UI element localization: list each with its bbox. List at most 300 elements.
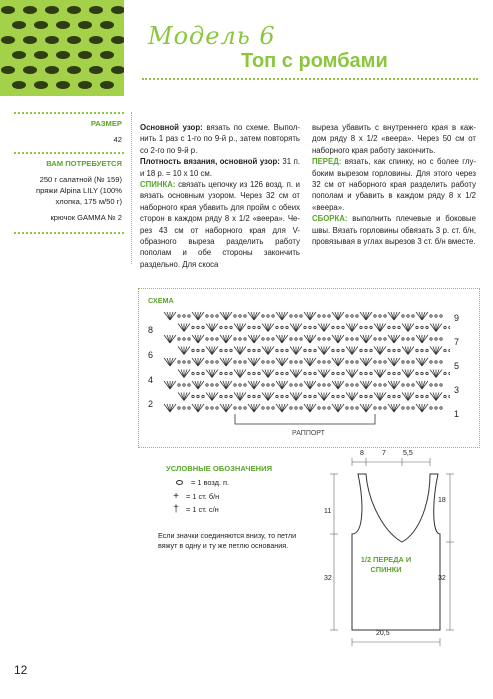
chain-mark bbox=[332, 326, 334, 328]
chain-mark bbox=[370, 326, 372, 328]
chain-mark bbox=[318, 361, 320, 363]
chain-mark bbox=[412, 338, 414, 340]
chain-mark bbox=[314, 372, 316, 374]
chain-mark bbox=[374, 315, 376, 317]
chain-mark bbox=[346, 361, 348, 363]
stitch-mark bbox=[380, 347, 386, 355]
stitch-mark bbox=[234, 370, 240, 378]
chain-mark bbox=[402, 407, 404, 409]
stitch-mark bbox=[290, 370, 296, 378]
chain-mark bbox=[220, 326, 222, 328]
stitch-mark bbox=[346, 393, 352, 401]
stitch-mark bbox=[282, 335, 288, 343]
chain-mark bbox=[323, 407, 325, 409]
chain-mark bbox=[272, 338, 274, 340]
stitch-mark bbox=[276, 404, 282, 412]
assembly-heading: СБОРКА: bbox=[312, 214, 348, 224]
chain-mark bbox=[188, 338, 190, 340]
chain-mark bbox=[262, 407, 264, 409]
front-heading: ПЕРЕД: bbox=[312, 157, 342, 167]
stitch-mark bbox=[254, 312, 260, 320]
chain-mark bbox=[332, 349, 334, 351]
chain-mark bbox=[407, 315, 409, 317]
chain-mark bbox=[262, 384, 264, 386]
chain-mark bbox=[388, 395, 390, 397]
stitch-mark bbox=[240, 370, 246, 378]
chain-mark bbox=[220, 372, 222, 374]
chain-mark bbox=[290, 361, 292, 363]
stitch-mark bbox=[234, 347, 240, 355]
chain-mark bbox=[356, 361, 358, 363]
stitch-mark bbox=[226, 358, 232, 366]
chain-mark bbox=[216, 384, 218, 386]
stitch-mark bbox=[374, 370, 380, 378]
chain-mark bbox=[206, 338, 208, 340]
stitch-mark bbox=[192, 381, 198, 389]
chain-mark bbox=[444, 395, 446, 397]
stitch-mark bbox=[408, 324, 414, 332]
stitch-mark bbox=[310, 404, 316, 412]
stitch-mark bbox=[234, 393, 240, 401]
chain-mark bbox=[286, 326, 288, 328]
chain-mark bbox=[412, 315, 414, 317]
stitch-mark bbox=[324, 324, 330, 332]
stitch-mark bbox=[170, 381, 176, 389]
chain-mark bbox=[332, 372, 334, 374]
stitch-mark bbox=[262, 324, 268, 332]
chain-mark bbox=[188, 361, 190, 363]
stitch-mark bbox=[416, 404, 422, 412]
chain-mark bbox=[290, 338, 292, 340]
chain-mark bbox=[444, 349, 446, 351]
stitch-mark bbox=[380, 370, 386, 378]
stitch-mark bbox=[318, 393, 324, 401]
chain-mark bbox=[337, 372, 339, 374]
stitch-mark bbox=[388, 312, 394, 320]
chain-mark bbox=[188, 315, 190, 317]
chain-mark bbox=[402, 361, 404, 363]
chain-mark bbox=[388, 372, 390, 374]
chain-mark bbox=[412, 407, 414, 409]
chain-mark bbox=[206, 361, 208, 363]
stitch-mark bbox=[332, 312, 338, 320]
legend-title: УСЛОВНЫЕ ОБОЗНАЧЕНИЯ bbox=[166, 464, 273, 473]
stitch-mark bbox=[296, 370, 302, 378]
stitch-mark bbox=[248, 312, 254, 320]
chain-mark bbox=[379, 384, 381, 386]
stitch-mark bbox=[366, 312, 372, 320]
stitch-mark bbox=[192, 335, 198, 343]
sidebar-divider-top bbox=[14, 112, 124, 114]
chain-mark bbox=[192, 349, 194, 351]
chain-mark bbox=[421, 395, 423, 397]
stitch-mark bbox=[310, 358, 316, 366]
front-text: вязать, как спинку, но с более глу-боким вырезом горловины. Для этого через 32 см от наборного края разделить работу пополам и убавить в каждом ряду 8 х 1/2 «веера». bbox=[312, 157, 476, 212]
stitch-mark bbox=[408, 347, 414, 355]
chain-mark bbox=[304, 326, 306, 328]
chain-mark bbox=[421, 349, 423, 351]
row-number-2: 2 bbox=[148, 399, 154, 409]
chain-mark bbox=[309, 326, 311, 328]
stitch-mark bbox=[206, 324, 212, 332]
stitch-mark bbox=[374, 324, 380, 332]
yarn-line-1: 250 г салатной (№ 159) bbox=[39, 175, 122, 184]
stitch-mark bbox=[184, 393, 190, 401]
page-number: 12 bbox=[14, 663, 28, 677]
model-heading bbox=[148, 22, 276, 50]
chain-mark bbox=[216, 361, 218, 363]
gauge-heading: Плотность вязания, основной узор: bbox=[140, 157, 280, 167]
stitch-mark bbox=[360, 312, 366, 320]
chain-mark bbox=[211, 315, 213, 317]
chain-mark bbox=[304, 372, 306, 374]
chain-mark bbox=[412, 384, 414, 386]
chain-mark bbox=[220, 349, 222, 351]
chain-mark bbox=[178, 361, 180, 363]
chain-mark bbox=[407, 361, 409, 363]
stitch-mark bbox=[374, 347, 380, 355]
chain-mark bbox=[202, 372, 204, 374]
chain-mark bbox=[384, 361, 386, 363]
chain-mark bbox=[290, 407, 292, 409]
stitch-mark bbox=[430, 370, 436, 378]
stitch-mark bbox=[436, 370, 442, 378]
chain-mark bbox=[342, 395, 344, 397]
chain-mark bbox=[416, 326, 418, 328]
chain-mark bbox=[388, 349, 390, 351]
chain-mark bbox=[416, 395, 418, 397]
schema-label: СХЕМА bbox=[148, 296, 174, 305]
stitch-mark bbox=[248, 358, 254, 366]
chain-mark bbox=[244, 338, 246, 340]
chain-mark bbox=[244, 315, 246, 317]
stitch-mark bbox=[318, 370, 324, 378]
stitch-mark bbox=[240, 347, 246, 355]
chain-mark bbox=[267, 384, 269, 386]
chain-mark bbox=[379, 361, 381, 363]
stitch-mark bbox=[240, 324, 246, 332]
stitch-mark bbox=[254, 404, 260, 412]
chain-mark bbox=[183, 315, 185, 317]
stitch-mark bbox=[234, 324, 240, 332]
chain-mark bbox=[393, 372, 395, 374]
stitch-mark bbox=[248, 404, 254, 412]
chain-mark bbox=[328, 361, 330, 363]
size-label: РАЗМЕР bbox=[90, 119, 122, 128]
stitch-mark bbox=[402, 324, 408, 332]
chain-mark bbox=[202, 395, 204, 397]
chain-mark bbox=[351, 315, 353, 317]
stitch-mark bbox=[304, 335, 310, 343]
stitch-mark bbox=[220, 404, 226, 412]
stitch-mark bbox=[394, 312, 400, 320]
stitch-mark bbox=[276, 381, 282, 389]
stitch-mark bbox=[282, 404, 288, 412]
stitch-mark bbox=[324, 370, 330, 378]
stitch-mark bbox=[254, 381, 260, 389]
stitch-mark bbox=[304, 404, 310, 412]
legend-chain: = 1 возд. п. bbox=[166, 478, 229, 487]
stitch-mark bbox=[212, 370, 218, 378]
chain-mark bbox=[258, 349, 260, 351]
chain-mark bbox=[216, 315, 218, 317]
stitch-mark bbox=[184, 324, 190, 332]
gauge-text: 31 п. и 18 р. = 10 х 10 см. bbox=[140, 157, 300, 178]
chain-mark bbox=[440, 338, 442, 340]
back-heading: СПИНКА: bbox=[140, 180, 176, 190]
chain-mark bbox=[253, 349, 255, 351]
chain-mark bbox=[379, 338, 381, 340]
stitch-mark bbox=[164, 312, 170, 320]
stitch-mark bbox=[408, 370, 414, 378]
chain-mark bbox=[183, 407, 185, 409]
chain-mark bbox=[360, 395, 362, 397]
stitch-mark bbox=[324, 347, 330, 355]
materials-block bbox=[14, 158, 122, 223]
chain-mark bbox=[225, 395, 227, 397]
chain-mark bbox=[351, 361, 353, 363]
chain-mark bbox=[356, 338, 358, 340]
chain-mark bbox=[290, 315, 292, 317]
chain-mark bbox=[239, 361, 241, 363]
dim-18: 18 bbox=[438, 497, 446, 504]
dim-32-right: 32 bbox=[438, 575, 446, 582]
stitch-mark bbox=[436, 324, 442, 332]
chain-mark bbox=[393, 349, 395, 351]
stitch-mark bbox=[226, 381, 232, 389]
row-number-9: 9 bbox=[454, 313, 460, 323]
stitch-mark bbox=[268, 347, 274, 355]
stitch-mark bbox=[198, 335, 204, 343]
stitch-mark bbox=[206, 347, 212, 355]
stitch-mark bbox=[360, 381, 366, 389]
chain-mark bbox=[253, 372, 255, 374]
stitch-mark bbox=[430, 324, 436, 332]
chain-mark bbox=[188, 384, 190, 386]
stitch-mark bbox=[184, 370, 190, 378]
stitch-mark bbox=[402, 393, 408, 401]
chain-mark bbox=[374, 361, 376, 363]
chain-mark bbox=[351, 338, 353, 340]
chain-mark bbox=[300, 384, 302, 386]
stitch-mark bbox=[276, 358, 282, 366]
stitch-mark bbox=[352, 393, 358, 401]
chain-mark bbox=[365, 395, 367, 397]
chain-mark bbox=[178, 338, 180, 340]
chain-mark bbox=[323, 315, 325, 317]
stitch-mark bbox=[296, 347, 302, 355]
chain-mark bbox=[416, 349, 418, 351]
chain-mark bbox=[272, 384, 274, 386]
dim-top-1: 8 bbox=[360, 450, 364, 457]
chain-mark bbox=[323, 338, 325, 340]
chain-mark bbox=[197, 372, 199, 374]
stitch-mark bbox=[318, 324, 324, 332]
stitch-mark bbox=[318, 347, 324, 355]
stitch-mark bbox=[248, 381, 254, 389]
chain-mark bbox=[374, 338, 376, 340]
piece-label: 1/2 ПЕРЕДА И СПИНКИ bbox=[360, 555, 412, 574]
chain-mark bbox=[183, 384, 185, 386]
repeat-bracket bbox=[230, 414, 380, 428]
pattern-piece-drawing bbox=[312, 444, 462, 654]
chain-mark bbox=[323, 384, 325, 386]
crochet-chart bbox=[160, 306, 450, 418]
stitch-mark bbox=[430, 347, 436, 355]
instructions-column-2 bbox=[312, 122, 476, 247]
stitch-mark bbox=[394, 335, 400, 343]
stitch-mark bbox=[164, 335, 170, 343]
chain-mark bbox=[272, 361, 274, 363]
row-number-8: 8 bbox=[148, 325, 154, 335]
chain-mark bbox=[309, 372, 311, 374]
chain-mark bbox=[314, 349, 316, 351]
stitch-mark bbox=[366, 358, 372, 366]
chain-mark bbox=[239, 338, 241, 340]
chain-mark bbox=[430, 407, 432, 409]
chain-mark bbox=[388, 326, 390, 328]
sidebar-divider-mid bbox=[14, 152, 124, 154]
title-divider bbox=[142, 78, 478, 80]
chain-mark bbox=[346, 407, 348, 409]
chain-mark bbox=[444, 326, 446, 328]
stitch-mark bbox=[248, 335, 254, 343]
stitch-mark bbox=[422, 312, 428, 320]
chain-mark bbox=[430, 361, 432, 363]
chain-mark bbox=[239, 407, 241, 409]
chain-mark bbox=[248, 395, 250, 397]
chain-mark bbox=[286, 372, 288, 374]
chain-mark bbox=[202, 326, 204, 328]
chain-mark bbox=[272, 407, 274, 409]
chain-mark bbox=[304, 349, 306, 351]
chain-mark bbox=[435, 361, 437, 363]
chain-mark bbox=[318, 384, 320, 386]
stitch-mark bbox=[408, 393, 414, 401]
chain-mark bbox=[440, 315, 442, 317]
chain-mark bbox=[192, 395, 194, 397]
stitch-mark bbox=[220, 358, 226, 366]
chain-mark bbox=[360, 349, 362, 351]
stitch-mark bbox=[198, 312, 204, 320]
chain-mark bbox=[435, 384, 437, 386]
repeat-label: РАППОРТ bbox=[292, 430, 325, 437]
chain-mark bbox=[234, 361, 236, 363]
chain-mark bbox=[342, 326, 344, 328]
stitch-mark bbox=[366, 404, 372, 412]
chain-mark bbox=[351, 407, 353, 409]
row-number-4: 4 bbox=[148, 375, 154, 385]
chain-mark bbox=[248, 349, 250, 351]
lace-photo bbox=[0, 0, 124, 96]
chain-mark bbox=[281, 372, 283, 374]
chain-mark bbox=[365, 326, 367, 328]
stitch-mark bbox=[304, 312, 310, 320]
stitch-mark bbox=[430, 393, 436, 401]
chain-mark bbox=[416, 372, 418, 374]
stitch-mark bbox=[374, 393, 380, 401]
chain-mark bbox=[360, 326, 362, 328]
chain-mark bbox=[192, 372, 194, 374]
stitch-mark bbox=[254, 335, 260, 343]
chain-mark bbox=[421, 326, 423, 328]
chain-mark bbox=[295, 361, 297, 363]
legend-note: Если значки соединяются внизу, то петли вяжут в одну и ту же петлю основания. bbox=[158, 531, 297, 550]
chain-mark bbox=[370, 395, 372, 397]
stitch-mark bbox=[290, 347, 296, 355]
chain-mark bbox=[234, 407, 236, 409]
chain-mark bbox=[449, 395, 450, 397]
chain-mark bbox=[178, 384, 180, 386]
back-continued-text: выреза убавить с внутреннего края в каж-дом ряду 8 х 1/2 «веера». Через 50 см от наборного края работу закончить. bbox=[312, 123, 476, 155]
stitch-mark bbox=[332, 381, 338, 389]
chain-mark bbox=[178, 407, 180, 409]
dim-top-2: 7 bbox=[382, 450, 386, 457]
chain-mark bbox=[267, 338, 269, 340]
chain-mark bbox=[426, 372, 428, 374]
chain-mark bbox=[267, 361, 269, 363]
chain-mark bbox=[426, 326, 428, 328]
stitch-mark bbox=[360, 404, 366, 412]
legend-sc: + = 1 ст. б/н bbox=[166, 491, 219, 502]
pattern-heading: Основной узор: bbox=[140, 123, 203, 132]
chain-mark bbox=[398, 326, 400, 328]
chain-mark bbox=[346, 315, 348, 317]
chain-mark bbox=[300, 338, 302, 340]
stitch-mark bbox=[212, 347, 218, 355]
chain-mark bbox=[374, 407, 376, 409]
model-number: Модель 6 bbox=[148, 22, 276, 50]
chain-mark bbox=[360, 372, 362, 374]
chain-mark bbox=[178, 315, 180, 317]
chain-mark bbox=[206, 384, 208, 386]
double-crochet-icon: † bbox=[173, 504, 179, 515]
stitch-mark bbox=[338, 312, 344, 320]
stitch-mark bbox=[170, 335, 176, 343]
chain-mark bbox=[430, 338, 432, 340]
stitch-mark bbox=[366, 335, 372, 343]
chain-mark bbox=[398, 395, 400, 397]
size-block bbox=[14, 118, 122, 145]
chain-mark bbox=[244, 361, 246, 363]
stitch-mark bbox=[198, 381, 204, 389]
stitch-mark bbox=[338, 381, 344, 389]
chain-mark bbox=[421, 372, 423, 374]
stitch-mark bbox=[394, 381, 400, 389]
chain-mark bbox=[346, 338, 348, 340]
chain-mark bbox=[244, 407, 246, 409]
chain-mark bbox=[444, 372, 446, 374]
chain-mark bbox=[300, 407, 302, 409]
chain-mark bbox=[407, 407, 409, 409]
chain-mark bbox=[234, 384, 236, 386]
chain-mark bbox=[295, 384, 297, 386]
chain-mark bbox=[239, 384, 241, 386]
chain-mark bbox=[449, 372, 450, 374]
stitch-mark bbox=[310, 312, 316, 320]
dim-top-3: 5,5 bbox=[403, 450, 413, 457]
chain-mark bbox=[426, 349, 428, 351]
chain-mark bbox=[323, 361, 325, 363]
chain-mark bbox=[430, 315, 432, 317]
chain-mark bbox=[262, 338, 264, 340]
chain-mark bbox=[225, 326, 227, 328]
stitch-mark bbox=[388, 381, 394, 389]
chain-mark bbox=[286, 349, 288, 351]
chain-mark bbox=[370, 372, 372, 374]
stitch-mark bbox=[360, 358, 366, 366]
chain-mark bbox=[402, 384, 404, 386]
